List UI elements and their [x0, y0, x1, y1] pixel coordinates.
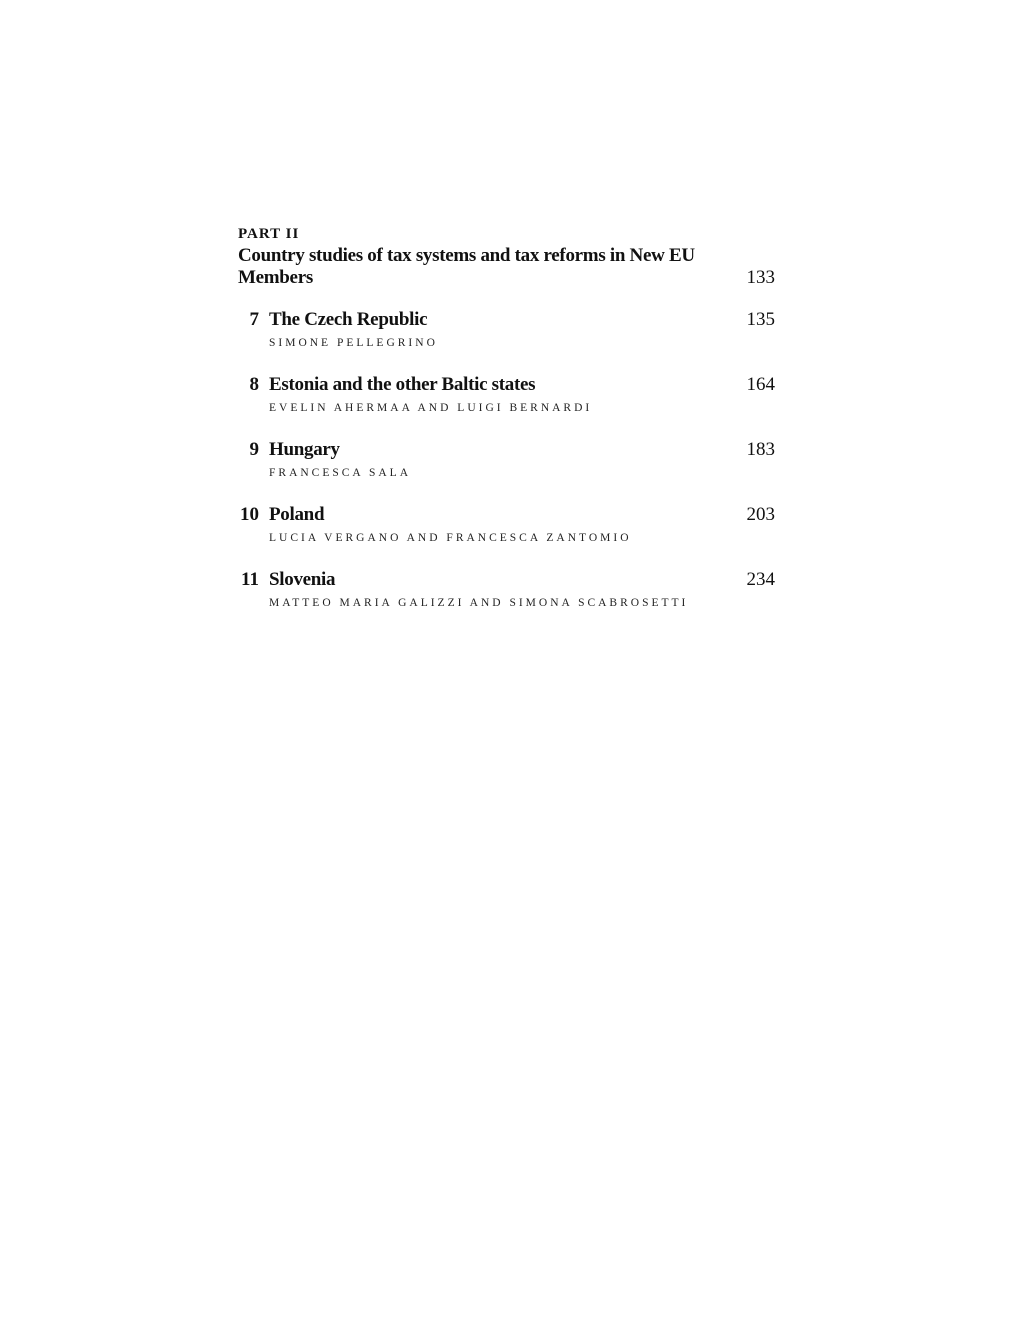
- part-heading: [238, 245, 778, 289]
- chapter-entry-7: [238, 309, 778, 374]
- chapter-title: The Czech Republic: [269, 309, 428, 330]
- chapter-entry-11: [238, 569, 778, 634]
- part-label: PART II: [238, 226, 300, 242]
- chapter-number: 10: [240, 504, 259, 525]
- chapter-authors: FRANCESCA SALA: [269, 467, 412, 479]
- chapter-list: [238, 309, 778, 634]
- chapter-title: Hungary: [269, 439, 340, 460]
- chapter-number: 11: [241, 569, 259, 590]
- chapter-title: Poland: [269, 504, 325, 525]
- part-title: Country studies of tax systems and tax reforms in New EU Members: [238, 245, 695, 288]
- chapter-title: Estonia and the other Baltic states: [269, 374, 536, 395]
- chapter-entry-8: [238, 374, 778, 439]
- chapter-page-number: 164: [746, 374, 775, 395]
- chapter-page-number: 183: [746, 439, 775, 460]
- chapter-authors: MATTEO MARIA GALIZZI AND SIMONA SCABROSETTI: [269, 597, 689, 609]
- chapter-entry-10: [238, 504, 778, 569]
- chapter-number: 8: [249, 374, 259, 395]
- chapter-entry-9: [238, 439, 778, 504]
- table-of-contents: [238, 226, 778, 634]
- chapter-authors: EVELIN AHERMAA AND LUIGI BERNARDI: [269, 402, 593, 414]
- chapter-page-number: 234: [746, 569, 775, 590]
- part-page-number: 133: [746, 267, 775, 288]
- chapter-page-number: 203: [746, 504, 775, 525]
- chapter-authors: SIMONE PELLEGRINO: [269, 337, 438, 349]
- chapter-page-number: 135: [746, 309, 775, 330]
- chapter-authors: LUCIA VERGANO AND FRANCESCA ZANTOMIO: [269, 532, 632, 544]
- chapter-number: 9: [249, 439, 259, 460]
- chapter-number: 7: [249, 309, 259, 330]
- chapter-title: Slovenia: [269, 569, 336, 590]
